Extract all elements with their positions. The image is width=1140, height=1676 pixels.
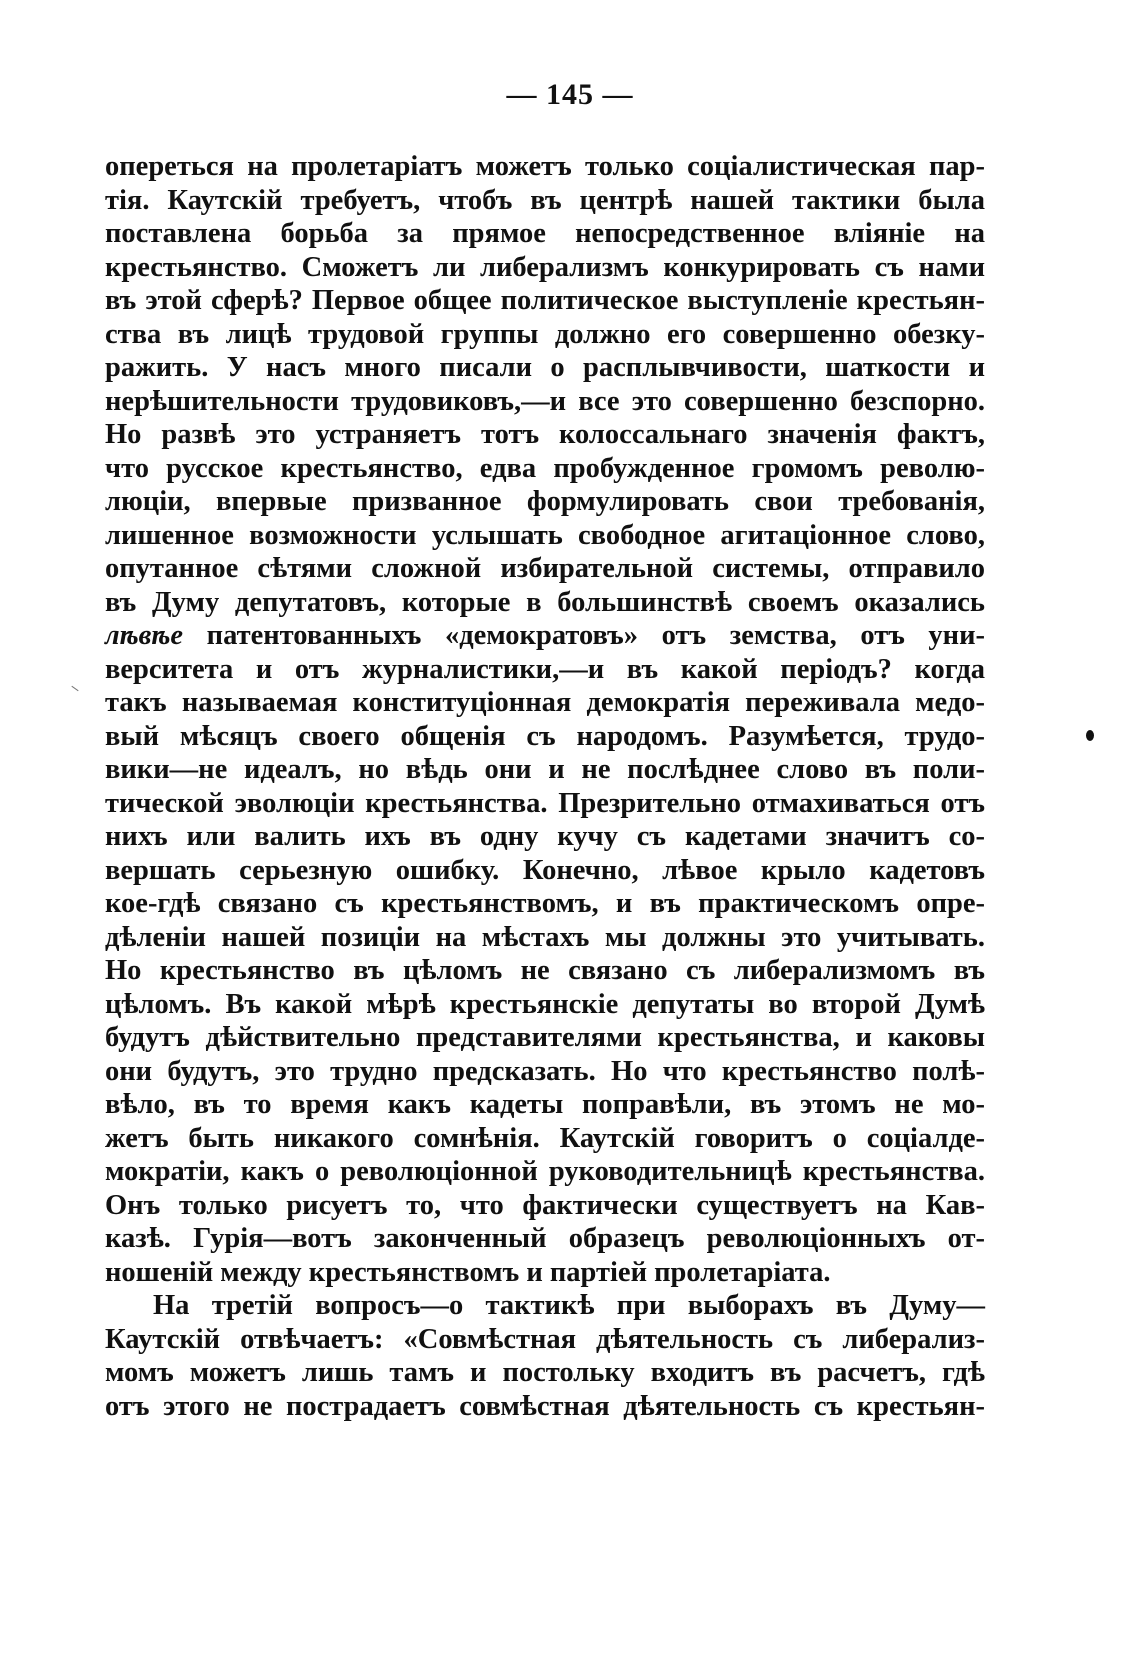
text-line-7: ражить. У насъ много писали о расплывчивости, шаткости и bbox=[105, 352, 985, 383]
text-line-11: люціи, впервые призванное формулировать свои требованія, bbox=[105, 486, 985, 517]
text-line-12: лишенное возможности услышать свободное агитаціонное слово, bbox=[105, 519, 985, 551]
text-line-23: кое-гдѣ связано съ крестьянствомъ, и въ практическомъ опре- bbox=[105, 888, 985, 919]
text-line-33: казѣ. Гурія—вотъ законченный образецъ революціонныхъ от- bbox=[105, 1223, 985, 1254]
page-number: — 145 — bbox=[506, 78, 634, 111]
text-line-8: нерѣшительности трудовиковъ,—и все это совершенно безспорно. bbox=[105, 385, 985, 417]
text-line-24: дѣленіи нашей позиціи на мѣстахъ мы должны это учитывать. bbox=[105, 921, 985, 953]
text-line-22: вершать серьезную ошибку. Конечно, лѣвое крыло кадетовъ bbox=[105, 854, 985, 886]
text-line-19: вики—не идеалъ, но вѣдь они и не послѣднее слово въ поли- bbox=[105, 754, 985, 785]
text-line-14: въ Думу депутатовъ, которые в большинствѣ своемъ оказались bbox=[105, 586, 985, 618]
text-line-31: мократіи, какъ о революціонной руководительницѣ крестьянства. bbox=[105, 1156, 985, 1187]
text-line-20: тической эволюціи крестьянства. Презрительно отмахиваться отъ bbox=[105, 787, 985, 819]
text-line-4: крестьянство. Сможетъ ли либерализмъ конкурировать съ нами bbox=[105, 251, 985, 283]
text-line-37: момъ можетъ лишь тамъ и постольку входитъ въ расчетъ, гдѣ bbox=[105, 1357, 985, 1388]
text-line-15 bbox=[105, 619, 985, 653]
text-line-36: Каутскій отвѣчаетъ: «Совмѣстная дѣятельность съ либерализ- bbox=[105, 1323, 985, 1355]
body-text bbox=[105, 150, 985, 1423]
text-line-5: въ этой сферѣ? Первое общее политическое выступленіе крестьян- bbox=[105, 285, 985, 316]
text-line-35: На третій вопросъ—о тактикѣ при выборахъ въ Думу— bbox=[153, 1290, 985, 1321]
text-line-17: такъ называемая конституціонная демократія переживала медо- bbox=[105, 687, 985, 718]
italic-word: лѣвѣе bbox=[105, 620, 184, 651]
text-line-28: они будутъ, это трудно предсказать. Но что крестьянство полѣ- bbox=[105, 1055, 985, 1087]
text-line-9: Но развѣ это устраняетъ тотъ колоссальнаго значенія фактъ, bbox=[105, 419, 985, 450]
text-line-3: поставлена борьба за прямое непосредственное вліяніе на bbox=[105, 218, 985, 249]
text-line-15-rest: патентованныхъ «демократовъ» отъ земства, отъ уни- bbox=[206, 620, 986, 651]
margin-ink-dot bbox=[1086, 730, 1094, 741]
text-line-34: ношеній между крестьянствомъ и партіей пролетаріата. bbox=[105, 1256, 831, 1288]
text-line-13: опутанное сѣтями сложной избирательной системы, отправило bbox=[105, 553, 985, 584]
margin-tick-mark bbox=[71, 686, 78, 691]
text-line-2: тія. Каутскій требуетъ, чтобъ въ центрѣ нашей тактики была bbox=[105, 184, 985, 216]
text-line-38: отъ этого не пострадаетъ совмѣстная дѣятельность съ крестьян- bbox=[105, 1390, 985, 1422]
text-line-18: вый мѣсяцъ своего общенія съ народомъ. Разумѣется, трудо- bbox=[105, 720, 985, 752]
text-line-29: вѣло, въ то время какъ кадеты поправѣли, въ этомъ не мо- bbox=[105, 1089, 985, 1120]
text-line-30: жетъ быть никакого сомнѣнія. Каутскій говоритъ о соціалде- bbox=[105, 1122, 985, 1154]
text-line-21: нихъ или валить ихъ въ одну кучу съ кадетами значитъ со- bbox=[105, 821, 985, 852]
text-line-32: Онъ только рисуетъ то, что фактически существуетъ на Кав- bbox=[105, 1189, 985, 1221]
text-line-26: цѣломъ. Въ какой мѣрѣ крестьянскіе депутаты во второй Думѣ bbox=[105, 988, 985, 1020]
text-line-16: верситета и отъ журналистики,—и въ какой періодъ? когда bbox=[105, 653, 985, 685]
text-line-10: что русское крестьянство, едва пробужденное громомъ револю- bbox=[105, 452, 985, 484]
text-line-1: опереться на пролетаріатъ можетъ только соціалистическая пар- bbox=[105, 151, 985, 182]
text-line-27: будутъ дѣйствительно представителями крестьянства, и каковы bbox=[105, 1022, 985, 1053]
text-line-25: Но крестьянство въ цѣломъ не связано съ либерализмомъ въ bbox=[105, 955, 985, 986]
text-line-6: ства въ лицѣ трудовой группы должно его совершенно обезку- bbox=[105, 318, 985, 350]
